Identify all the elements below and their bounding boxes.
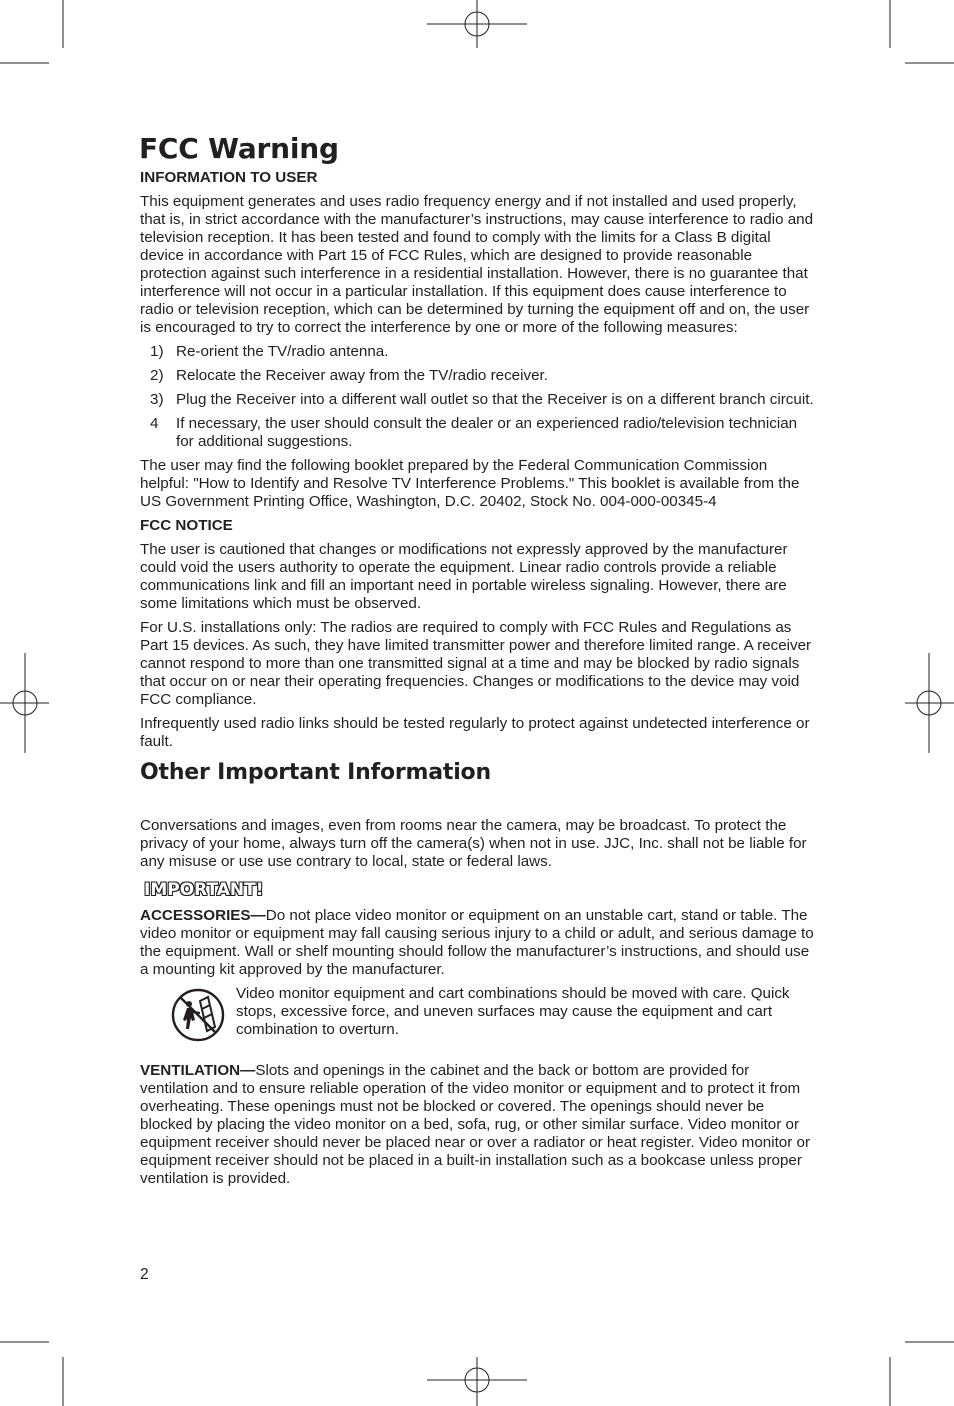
- interference-measures-list: [140, 343, 816, 451]
- accessories-paragraph: [140, 907, 816, 979]
- fcc-notice-text-2: For U.S. installations only: The radios are required to comply with FCC Rules and Regulations as Part 15 devices. As such, they have limited transmitter power and therefore limited range. A receiver cannot respond to more than one transmitted signal at a time and may be blocked by radio signals that occur on or near their operating frequencies. Changes or modifications to the device may void FCC compliance.: [140, 619, 812, 708]
- ventilation-lead: VENTILATION—: [140, 1062, 256, 1079]
- list-item-text: Re-orient the TV/radio antenna.: [176, 343, 389, 360]
- list-item-text: If necessary, the user should consult the dealer or an experienced radio/television technician for additional suggestions.: [176, 415, 798, 450]
- fcc-notice-text-3: Infrequently used radio links should be tested regularly to protect against undetected interference or fault.: [140, 715, 810, 750]
- list-item-text: Relocate the Receiver away from the TV/radio receiver.: [176, 367, 548, 384]
- list-item: [140, 391, 816, 409]
- information-to-user-heading: INFORMATION TO USER: [140, 169, 318, 186]
- page-number: 2: [140, 1266, 149, 1283]
- list-item-text: Plug the Receiver into a different wall outlet so that the Receiver is on a different branch circuit.: [176, 391, 814, 408]
- cart-tipover-warning-icon: [140, 985, 236, 1048]
- list-item: [140, 367, 816, 385]
- ventilation-paragraph: [140, 1062, 816, 1188]
- cart-warning: [140, 985, 816, 1048]
- list-item-number: 4: [150, 415, 159, 432]
- accessories-lead: ACCESSORIES—: [140, 907, 266, 924]
- important-label: IMPORTANT!: [144, 880, 264, 900]
- fcc-notice-text-1: The user is cautioned that changes or modifications not expressly approved by the manufacturer could void the users authority to operate the equipment. Linear radio controls provide a reliable communications link and fill an important need in portable wireless signaling. However, there are some limitations which must be observed.: [140, 541, 788, 612]
- list-item-number: 3): [150, 391, 164, 408]
- other-important-information-heading: Other Important Information: [140, 760, 491, 785]
- list-item-number: 2): [150, 367, 164, 384]
- accessories-text: Do not place video monitor or equipment on an unstable cart, stand or table. The video monitor or equipment may fall causing serious injury to a child or adult, and serious damage to the equipment. Wall or shelf mounting should follow the manufacturer’s instructions, and should use a mounting kit approved by the manufacturer.: [140, 907, 814, 978]
- list-item: [140, 343, 816, 361]
- list-item: [140, 415, 816, 451]
- page-content: [140, 132, 816, 1194]
- fcc-warning-heading: FCC Warning: [139, 132, 339, 165]
- information-to-user-text: This equipment generates and uses radio frequency energy and if not installed and used properly, that is, in strict accordance with the manufacturer’s instructions, may cause interference to radio and television reception. It has been tested and found to comply with the limits for a Class B digital device in accordance with Part 15 of FCC Rules, which are designed to provide reasonable protection against such interference in a residential installation. However, there is no guarantee that interference will not occur in a particular installation. If this equipment does cause interference to radio or television reception, which can be determined by turning the equipment off and on, the user is encouraged to try to correct the interference by one or more of the following measures:: [140, 193, 814, 336]
- list-item-number: 1): [150, 343, 164, 360]
- booklet-text: The user may find the following booklet prepared by the Federal Communication Commission helpful: "How to Identify and Resolve TV Interference Problems." This booklet is available from the US Government Printing Office, Washington, D.C. 20402, Stock No. 004-000-00345-4: [140, 457, 800, 510]
- cart-warning-text: Video monitor equipment and cart combinations should be moved with care. Quick stops, excessive force, and uneven surfaces may cause the equipment and cart combination to overturn.: [236, 985, 790, 1038]
- ventilation-text: Slots and openings in the cabinet and the back or bottom are provided for ventilation and to ensure reliable operation of the video monitor or equipment and to protect it from overheating. These openings must not be blocked or covered. The openings should never be blocked by placing the video monitor on a bed, sofa, rug, or other similar surface. Video monitor or equipment receiver should never be placed near or over a radiator or heat register. Video monitor or equipment receiver should not be placed in a built-in installation such as a bookcase unless proper ventilation is provided.: [140, 1062, 811, 1187]
- fcc-notice-heading: FCC NOTICE: [140, 517, 233, 534]
- other-information-text: Conversations and images, even from rooms near the camera, may be broadcast. To protect the privacy of your home, always turn off the camera(s) when not in use. JJC, Inc. shall not be liable for any misuse or use use contrary to local, state or federal laws.: [140, 817, 807, 870]
